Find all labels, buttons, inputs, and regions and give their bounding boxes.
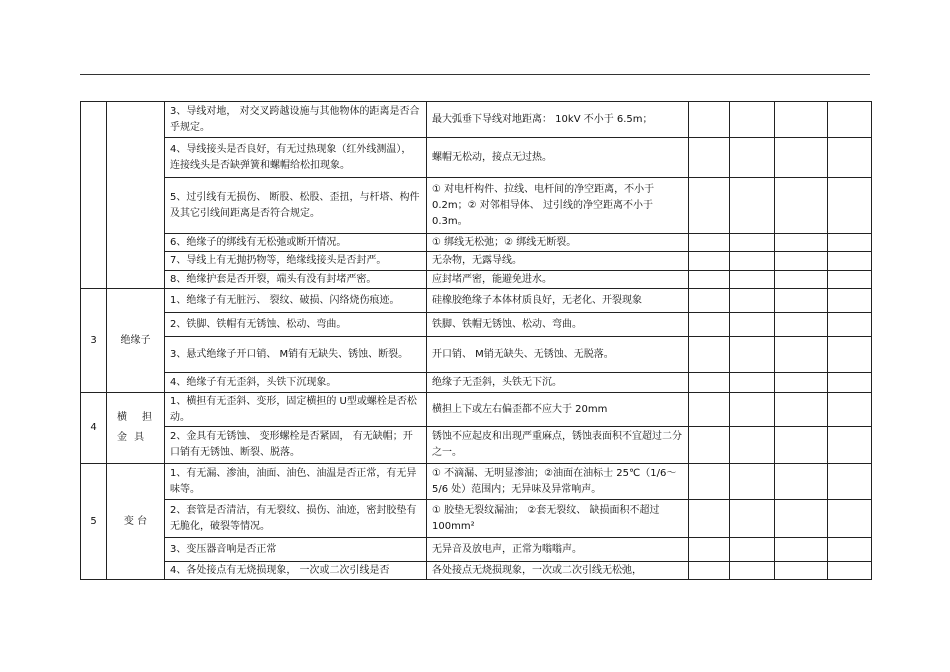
check-standard: ① 对电杆构件、拉线、电杆间的净空距离，不小于 0.2m；② 对邻相导体、 过引线的净空距离不小于 0.3m。 (427, 178, 689, 234)
inspection-table (80, 101, 872, 580)
check-standard: 无杂物，无露导线。 (427, 252, 689, 271)
group-number: 3 (81, 289, 107, 393)
group-name: 绝缘子 (107, 289, 165, 393)
group-name: 变 台 (107, 464, 165, 580)
check-standard: 无异音及放电声，正常为嗡嗡声。 (427, 538, 689, 562)
table-row (81, 271, 872, 289)
check-standard: 硅橡胶绝缘子本体材质良好，无老化、开裂现象 (427, 289, 689, 313)
table-row (81, 562, 872, 580)
check-standard: ① 胶垫无裂纹漏油； ②套无裂纹、 缺损面积不超过 100mm² (427, 500, 689, 538)
header-rule (80, 74, 870, 75)
check-content: 1、有无漏、渗油，油面、油色、油温是否正常，有无异味等。 (165, 464, 427, 500)
table-row (81, 289, 872, 313)
table-row (81, 234, 872, 252)
table-row (81, 427, 872, 464)
check-content: 4、导线接头是否良好，有无过热现象（红外线测温），连接线头是否缺弹簧和螺帽给松扣现象。 (165, 138, 427, 178)
check-content: 3、导线对地， 对交叉跨越设施与其他物体的距离是否合乎规定。 (165, 102, 427, 138)
check-content: 2、铁脚、铁帽有无锈蚀、松动、弯曲。 (165, 313, 427, 337)
check-content: 5、过引线有无损伤、 断股、松股、歪扭，与杆塔、构件及其它引线间距离是否符合规定。 (165, 178, 427, 234)
table-row (81, 102, 872, 138)
table-row (81, 393, 872, 427)
group-number: 4 (81, 393, 107, 464)
check-content: 3、变压器音响是否正常 (165, 538, 427, 562)
table-row (81, 313, 872, 337)
check-standard: ① 不滴漏、无明显渗油；②油面在油标士 25℃（1/6～5/6 处）范围内；无异味及异常响声。 (427, 464, 689, 500)
check-content: 7、导线上有无抛扔物等，绝缘线接头是否封严。 (165, 252, 427, 271)
check-standard: 应封堵严密，能避免进水。 (427, 271, 689, 289)
check-standard: 螺帽无松动，接点无过热。 (427, 138, 689, 178)
check-standard: 开口销、 M销无缺失、无锈蚀、无脱落。 (427, 337, 689, 373)
table-row (81, 138, 872, 178)
check-content: 1、横担有无歪斜、变形，固定横担的 U型或螺栓是否松动。 (165, 393, 427, 427)
group-number (81, 102, 107, 289)
check-standard: 各处接点无烧损现象，一次或二次引线无松弛， (427, 562, 689, 580)
check-standard: 铁脚、铁帽无锈蚀、松动、弯曲。 (427, 313, 689, 337)
check-content: 2、套管是否清洁，有无裂纹、损伤、油迹，密封胶垫有无脆化，破裂等情况。 (165, 500, 427, 538)
check-standard: 最大弧垂下导线对地距离： 10kV 不小于 6.5m； (427, 102, 689, 138)
check-content: 4、各处接点有无烧损现象， 一次或二次引线是否 (165, 562, 427, 580)
check-content: 2、金具有无锈蚀、 变形螺栓是否紧固， 有无缺帽；开口销有无锈蚀、断裂、脱落。 (165, 427, 427, 464)
check-standard: 横担上下或左右偏歪都不应大于 20mm (427, 393, 689, 427)
check-standard: 绝缘子无歪斜，头铁无下沉。 (427, 373, 689, 393)
table-row (81, 252, 872, 271)
table-row (81, 464, 872, 500)
check-content: 3、悬式绝缘子开口销、 M销有无缺失、锈蚀、断裂。 (165, 337, 427, 373)
group-name: 横 担 金 具 (107, 393, 165, 464)
check-content: 6、绝缘子的绑线有无松弛或断开情况。 (165, 234, 427, 252)
check-content: 8、绝缘护套是否开裂，端头有没有封堵严密。 (165, 271, 427, 289)
check-content: 1、绝缘子有无脏污、 裂纹、破损、闪络烧伤痕迹。 (165, 289, 427, 313)
group-number: 5 (81, 464, 107, 580)
group-name (107, 102, 165, 289)
table-row (81, 373, 872, 393)
table-row (81, 178, 872, 234)
check-standard: 锈蚀不应起皮和出现严重麻点，锈蚀表面积不宜超过二分之一。 (427, 427, 689, 464)
check-content: 4、绝缘子有无歪斜，头铁下沉现象。 (165, 373, 427, 393)
check-standard: ① 绑线无松弛；② 绑线无断裂。 (427, 234, 689, 252)
table-row (81, 538, 872, 562)
table-row (81, 337, 872, 373)
table-row (81, 500, 872, 538)
